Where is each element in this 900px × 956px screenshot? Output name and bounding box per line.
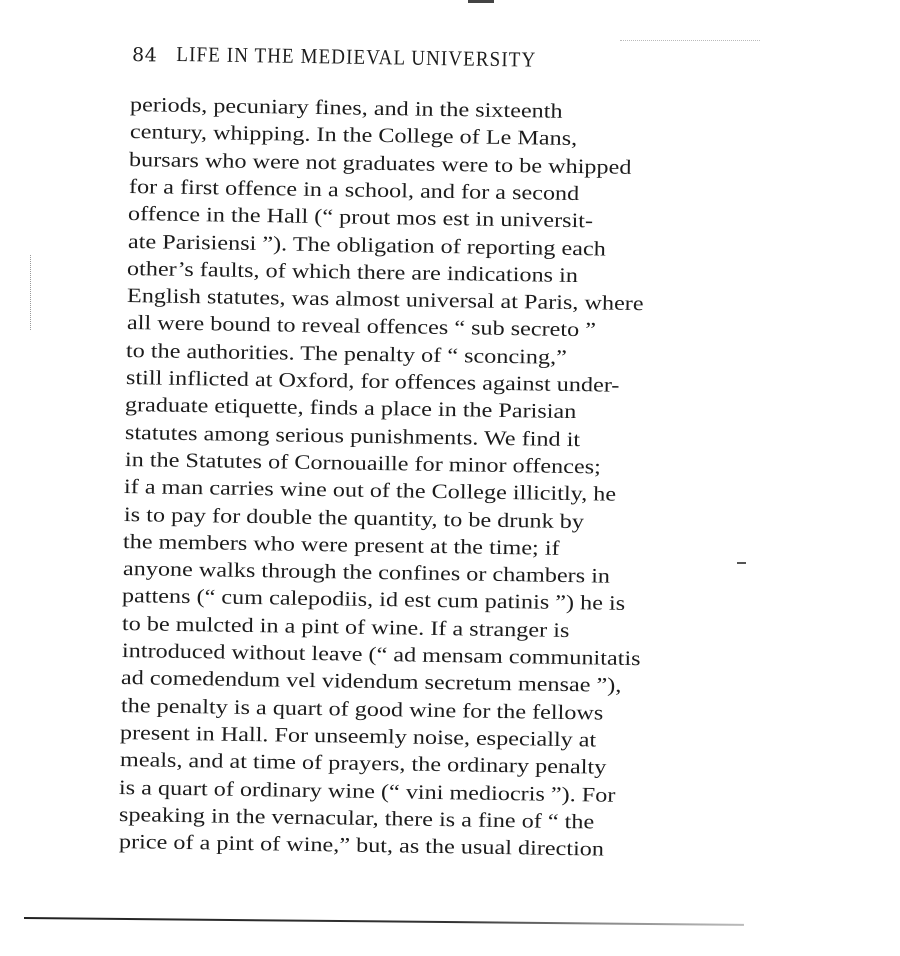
scan-speckle: [30, 255, 34, 330]
text-line: graduate etiquette, finds a place in the Parisian: [124, 394, 577, 424]
text-line: if a man carries wine out of the College illicitly, he: [123, 476, 617, 506]
scan-mark: [468, 0, 494, 3]
text-line: anyone walks through the confines or chambers in: [122, 558, 611, 588]
running-title: LIFE IN THE MEDIEVAL UNIVERSITY: [176, 43, 537, 73]
text-line: present in Hall. For unseemly noise, especially at: [119, 721, 597, 752]
text-line: meals, and at time of prayers, the ordinary penalty: [119, 749, 607, 779]
text-line: to the authorities. The penalty of “ sconcing,”: [125, 339, 568, 369]
text-line: in the Statutes of Cornouaille for minor offences;: [124, 448, 601, 479]
text-line: price of a pint of wine,” but, as the usual direction: [118, 831, 605, 861]
text-line: ate Parisiensi ”). The obligation of reporting each: [127, 230, 606, 261]
text-line: English statutes, was almost universal at Paris, where: [126, 285, 644, 316]
scan-dash: [737, 562, 746, 564]
text-line: century, whipping. In the College of Le Mans,: [129, 121, 578, 151]
bottom-rule: [24, 917, 744, 926]
page-header: [132, 44, 692, 89]
page-number: 84: [131, 44, 158, 67]
text-line: periods, pecuniary fines, and in the sixteenth: [129, 94, 563, 123]
text-line: other’s faults, of which there are indications in: [126, 257, 579, 287]
text-line: ad comedendum vel videndum secretum mensae ”),: [120, 667, 622, 698]
text-line: offence in the Hall (“ prout mos est in universit-: [127, 203, 594, 233]
text-line: speaking in the vernacular, there is a fine of “ the: [118, 803, 595, 834]
text-line: is to pay for double the quantity, to be drunk by: [123, 503, 585, 533]
text-line: the penalty is a quart of good wine for the fellows: [120, 694, 604, 725]
scan-noise: [620, 40, 760, 49]
text-line: is a quart of ordinary wine (“ vini mediocris ”). For: [118, 776, 616, 807]
text-line: all were bound to reveal offences “ sub secreto ”: [126, 312, 597, 342]
text-line: bursars who were not graduates were to be whipped: [128, 148, 632, 179]
text-line: the members who were present at the time; if: [122, 530, 560, 560]
text-line: still inflicted at Oxford, for offences against under-: [125, 367, 620, 397]
text-line: to be mulcted in a pint of wine. If a stranger is: [121, 612, 570, 642]
text-line: for a first offence in a school, and for a second: [128, 175, 580, 205]
text-line: pattens (“ cum calepodiis, id est cum patinis ”) he is: [121, 585, 626, 616]
text-line: statutes among serious punishments. We find it: [124, 421, 581, 451]
text-line: introduced without leave (“ ad mensam communitatis: [121, 640, 641, 671]
